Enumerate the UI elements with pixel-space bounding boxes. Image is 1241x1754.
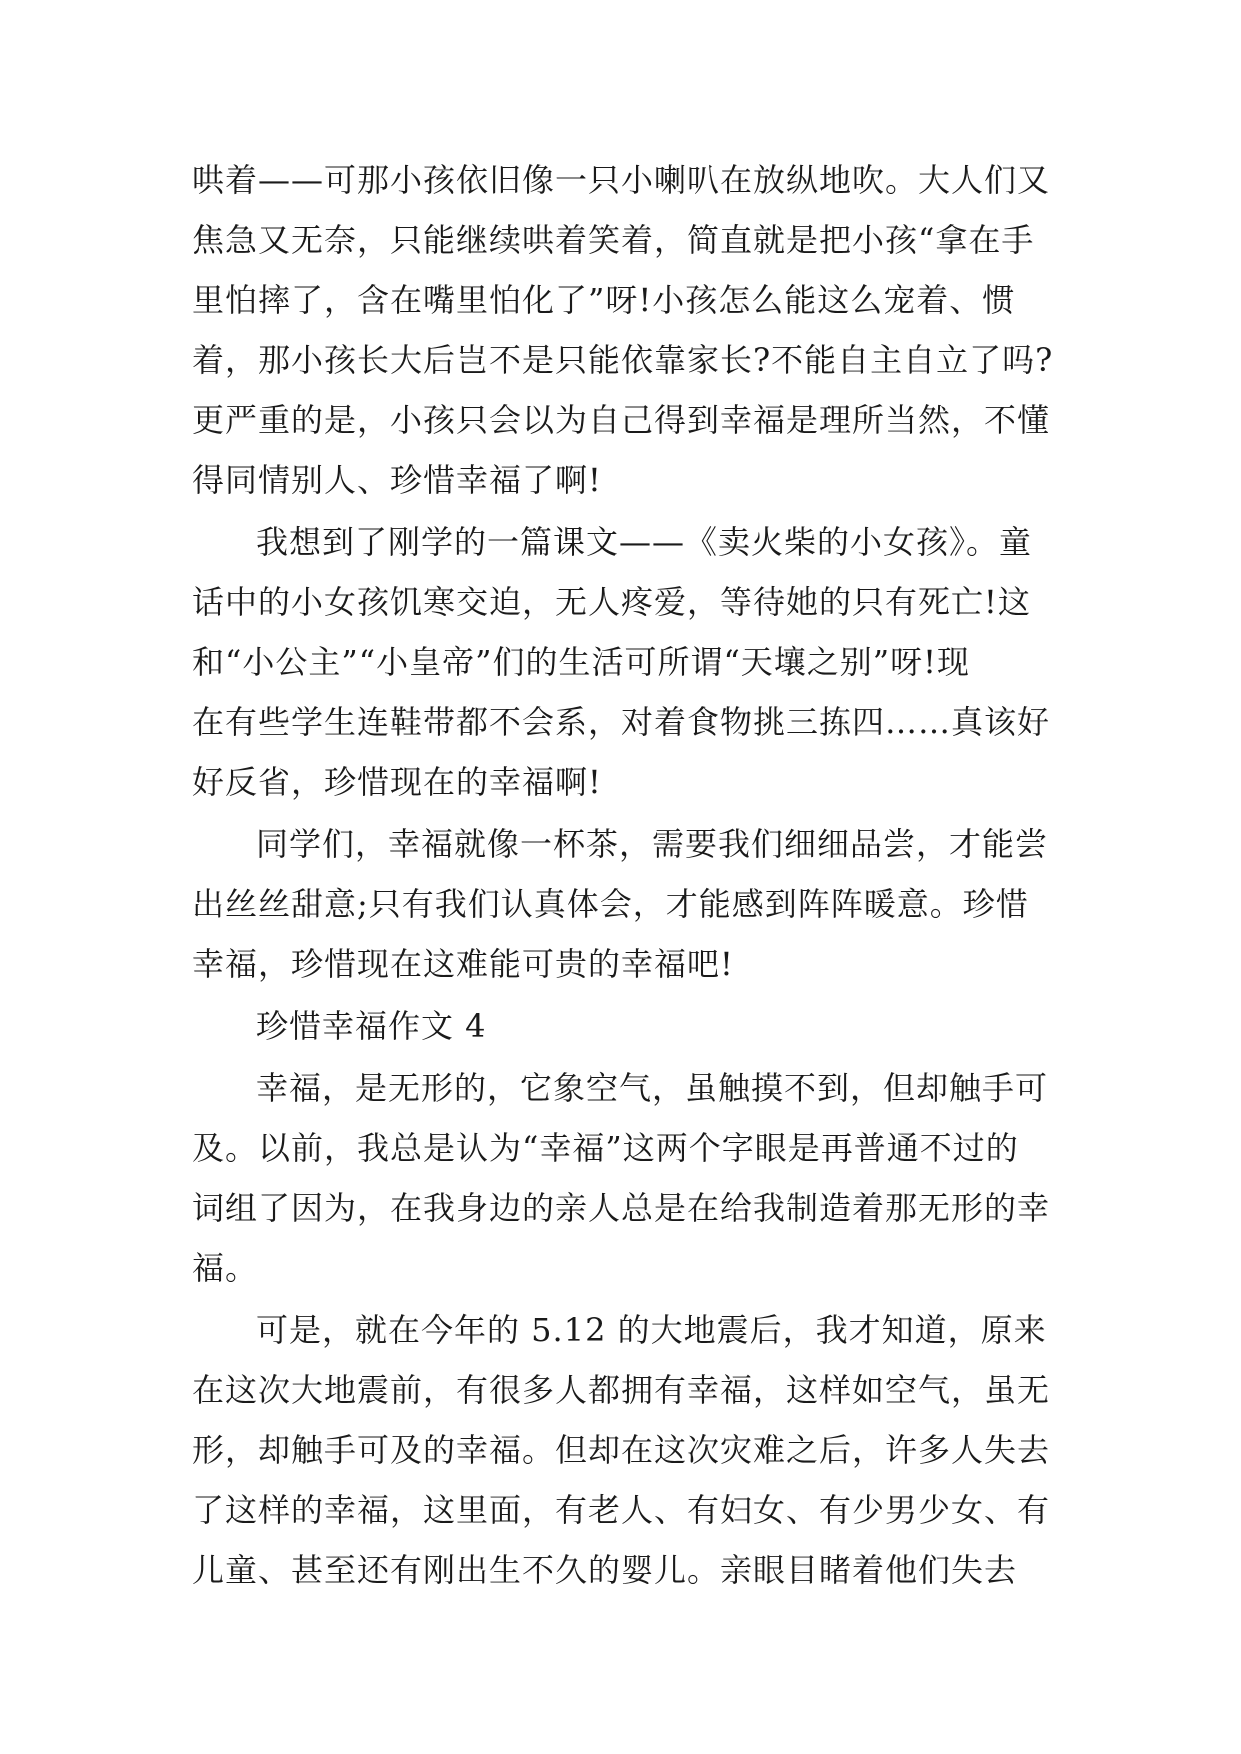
paragraph-first-line: 同学们，幸福就像一杯茶，需要我们细细品尝，才能尝 xyxy=(256,825,1049,863)
text-line: 及。以前，我总是认为“幸福”这两个字眼是再普通不过的 xyxy=(192,1129,1019,1167)
text-line: 在有些学生连鞋带都不会系，对着食物挑三拣四……真该好 xyxy=(192,703,1051,741)
text-line: 福。 xyxy=(192,1249,259,1287)
text-line: 儿童、甚至还有刚出生不久的婴儿。亲眼目睹着他们失去 xyxy=(192,1551,1018,1589)
section-heading: 珍惜幸福作文 4 xyxy=(256,1007,487,1045)
text-line: 着，那小孩长大后岂不是只能依靠家长?不能自主自立了吗? xyxy=(192,341,1054,379)
text-line: 和“小公主”“小皇帝”们的生活可所谓“天壤之别”呀!现 xyxy=(192,643,971,681)
text-line: 里怕摔了，含在嘴里怕化了”呀!小孩怎么能这么宠着、惯 xyxy=(192,281,1016,319)
text-line: 好反省，珍惜现在的幸福啊! xyxy=(192,763,602,801)
text-line: 了这样的幸福，这里面，有老人、有妇女、有少男少女、有 xyxy=(192,1491,1051,1529)
text-line: 得同情别人、珍惜幸福了啊! xyxy=(192,461,602,499)
paragraph-first-line: 可是，就在今年的 5.12 的大地震后，我才知道，原来 xyxy=(256,1311,1047,1349)
text-line: 词组了因为，在我身边的亲人总是在给我制造着那无形的幸 xyxy=(192,1189,1051,1227)
paragraph-first-line: 幸福，是无形的，它象空气，虽触摸不到，但却触手可 xyxy=(256,1069,1049,1107)
text-line: 在这次大地震前，有很多人都拥有幸福，这样如空气，虽无 xyxy=(192,1371,1051,1409)
text-line: 哄着——可那小孩依旧像一只小喇叭在放纵地吹。大人们又 xyxy=(192,161,1051,199)
text-line: 话中的小女孩饥寒交迫，无人疼爱，等待她的只有死亡!这 xyxy=(192,583,1031,621)
text-line: 更严重的是，小孩只会以为自己得到幸福是理所当然，不懂 xyxy=(192,401,1051,439)
text-line: 焦急又无奈，只能继续哄着笑着，简直就是把小孩“拿在手 xyxy=(192,221,1035,259)
text-line: 幸福，珍惜现在这难能可贵的幸福吧! xyxy=(192,945,734,983)
text-line: 形，却触手可及的幸福。但却在这次灾难之后，许多人失去 xyxy=(192,1431,1051,1469)
text-line: 出丝丝甜意;只有我们认真体会，才能感到阵阵暖意。珍惜 xyxy=(192,885,1029,923)
paragraph-first-line: 我想到了刚学的一篇课文——《卖火柴的小女孩》。童 xyxy=(256,523,1033,561)
